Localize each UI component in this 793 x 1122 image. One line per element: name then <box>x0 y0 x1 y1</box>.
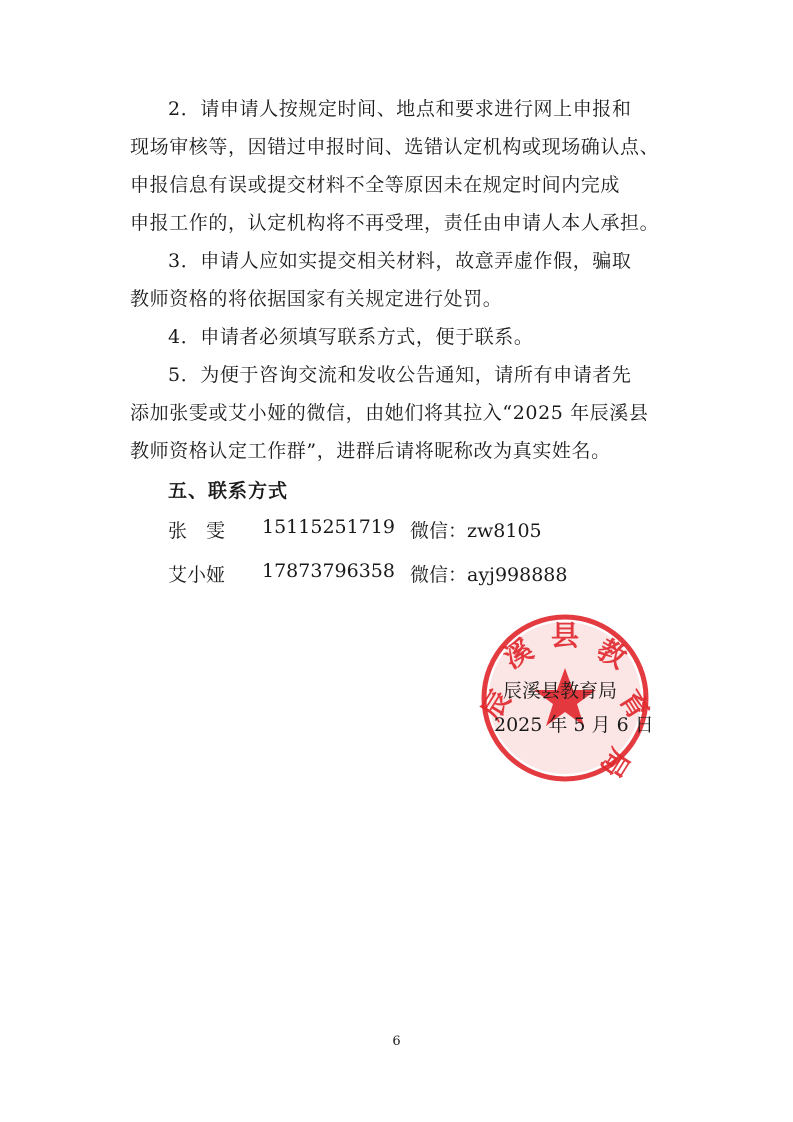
svg-text:局: 局 <box>593 742 637 784</box>
paragraph-2-line-3: 申报信息有误或提交材料不全等原因未在规定时间内完成 <box>130 174 621 196</box>
paragraph-3-line-2: 教师资格的将依据国家有关规定进行处罚。 <box>130 288 503 310</box>
contact-name: 张 雯 <box>168 520 226 542</box>
svg-text:辰: 辰 <box>474 684 518 726</box>
contact-name: 艾小娅 <box>168 564 226 586</box>
svg-text:教: 教 <box>591 632 633 676</box>
paragraph-2-line-1: 2．请申请人按规定时间、地点和要求进行网上申报和 <box>168 98 632 120</box>
paragraph-5-line-2: 添加张雯或艾小娅的微信，由她们将其拉入“2025 年辰溪县 <box>130 402 649 424</box>
svg-text:育: 育 <box>612 684 656 726</box>
paragraph-5-line-1: 5．为便于咨询交流和发收公告通知，请所有申请者先 <box>168 364 632 386</box>
paragraph-3-line-1: 3．申请人应如实提交相关材料，故意弄虚作假，骗取 <box>168 250 632 272</box>
section-heading-contact: 五、联系方式 <box>168 480 289 502</box>
page-number: 6 <box>392 1034 401 1049</box>
paragraph-2-line-4: 申报工作的，认定机构将不再受理，责任由申请人本人承担。 <box>130 212 660 234</box>
contact-wechat: 微信：zw8105 <box>410 520 542 542</box>
paragraph-2-line-2: 现场审核等，因错过申报时间、选错认定机构或现场确认点、 <box>130 136 660 158</box>
paragraph-5-line-3: 教师资格认定工作群”，进群后请将昵称改为真实姓名。 <box>130 440 611 462</box>
svg-text:县: 县 <box>550 619 580 652</box>
signature-date: 2025 年 5 月 6 日 <box>494 714 654 736</box>
svg-text:溪: 溪 <box>497 632 539 676</box>
contact-wechat: 微信：ayj998888 <box>410 564 568 586</box>
contact-phone: 15115251719 <box>262 516 395 538</box>
paragraph-4-line-1: 4．申请者必须填写联系方式，便于联系。 <box>168 326 534 348</box>
signature-organization: 辰溪县教育局 <box>503 680 618 702</box>
contact-phone: 17873796358 <box>262 560 395 582</box>
